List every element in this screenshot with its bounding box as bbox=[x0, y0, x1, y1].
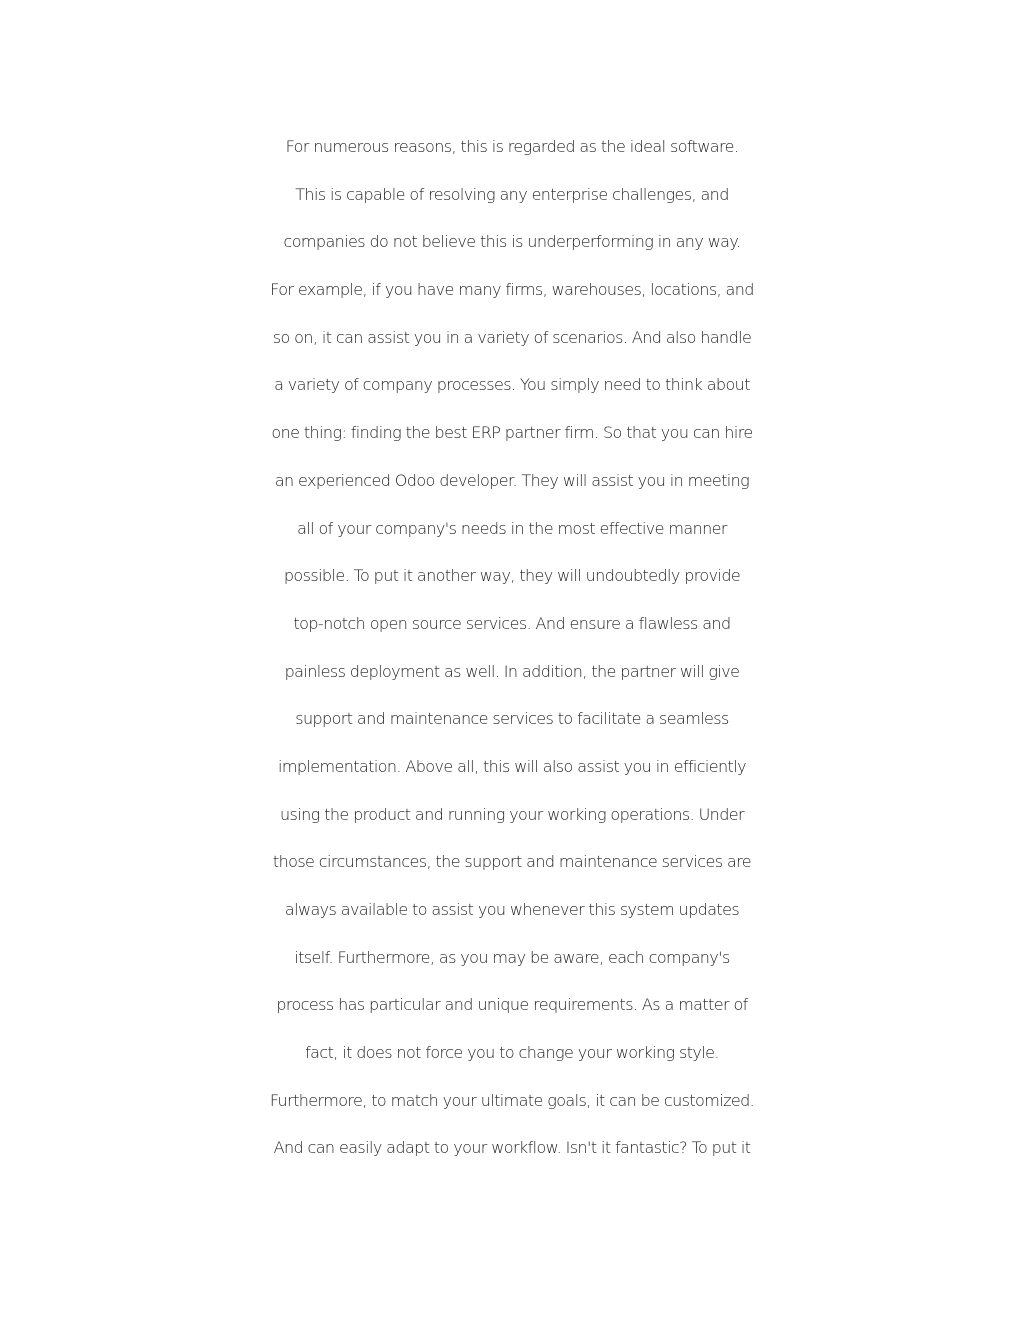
text-line: one thing: finding the best ERP partner firm. So that you can hire bbox=[271, 423, 753, 443]
text-line: implementation. Above all, this will also assist you in efficiently bbox=[278, 756, 746, 776]
text-line: process has particular and unique requirements. As a matter of bbox=[276, 995, 748, 1015]
text-line: companies do not believe this is underperforming in any way. bbox=[283, 232, 741, 252]
text-line: And can easily adapt to your workflow. Isn't it fantastic? To put it bbox=[273, 1138, 751, 1158]
text-line: painless deployment as well. In addition, the partner will give bbox=[284, 661, 740, 681]
text-line: top-notch open source services. And ensure a flawless and bbox=[293, 613, 731, 633]
text-line: possible. To put it another way, they will undoubtedly provide bbox=[283, 566, 741, 586]
text-line: itself. Furthermore, as you may be aware, each company's bbox=[294, 947, 730, 967]
text-line: This is capable of resolving any enterprise challenges, and bbox=[295, 184, 729, 204]
text-line: using the product and running your working operations. Under bbox=[280, 804, 744, 824]
body-paragraph bbox=[0, 123, 1024, 1172]
text-line: Furthermore, to match your ultimate goals, it can be customized. bbox=[269, 1090, 755, 1110]
text-line: an experienced Odoo developer. They will assist you in meeting bbox=[274, 470, 750, 490]
text-line: a variety of company processes. You simply need to think about bbox=[274, 375, 750, 395]
text-line: For example, if you have many firms, warehouses, locations, and bbox=[270, 280, 754, 300]
text-line: For numerous reasons, this is regarded as the ideal software. bbox=[285, 137, 739, 156]
text-line: all of your company's needs in the most effective manner bbox=[297, 518, 727, 538]
text-line: fact, it does not force you to change your working style. bbox=[305, 1043, 719, 1063]
text-line: those circumstances, the support and maintenance services are bbox=[272, 852, 752, 872]
text-line: support and maintenance services to facilitate a seamless bbox=[295, 709, 729, 729]
text-line: always available to assist you whenever this system updates bbox=[284, 900, 740, 919]
text-line: so on, it can assist you in a variety of scenarios. And also handle bbox=[272, 327, 752, 347]
